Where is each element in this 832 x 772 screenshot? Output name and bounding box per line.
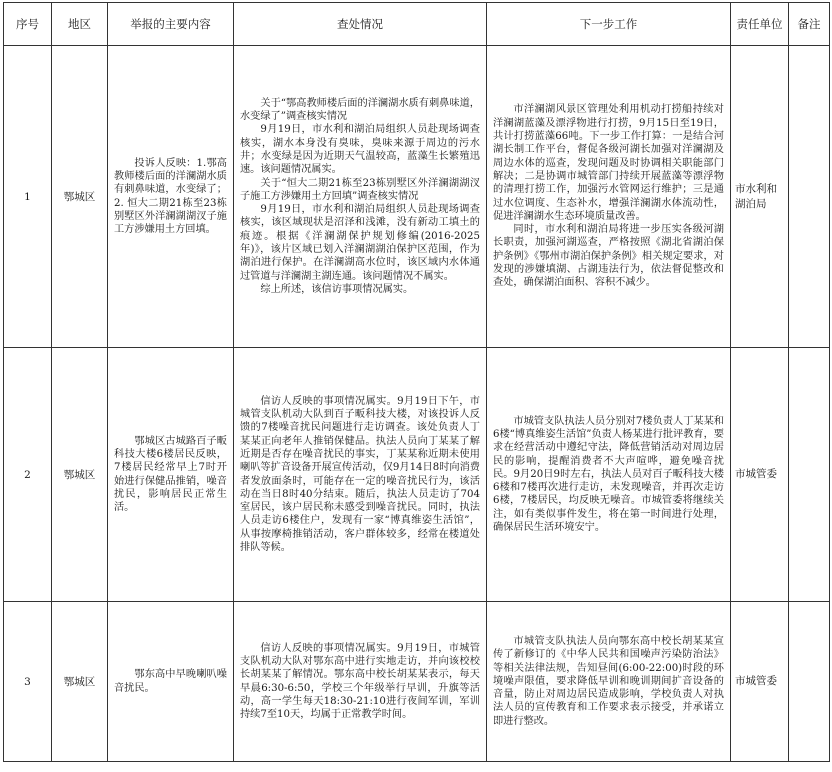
next-step-para: 市城管支队执法人员向鄂东高中校长胡某某宣传了新修订的《中华人民共和国噪声污染防治法》等相关法律法规，告知昼间(6:00-22:00)时段的环境噪声限值，要求降低早训和晚训期间扩音设备的音量，防止对周边居民造成影响，学校负责人对执法人员的宣传教育和工作要求表示接受，并承诺立即进行整改。 (493, 635, 724, 727)
investigation-para: 信访人反映的事项情况属实。9月19日，市城管支队机动大队对鄂东高中进行实地走访，并向该校校长胡某某了解情况。鄂东高中校长胡某某表示，每天早晨6:30-6:50，学校三个年级举行早训，升旗等活动，高一学生每天18:30-21:10进行夜间军训，军训持续7至10天，均属于正常教学时间。 (240, 642, 480, 721)
next-step-cell (487, 348, 731, 602)
content-cell (108, 46, 234, 348)
table-row (4, 602, 830, 762)
remark-cell (789, 602, 830, 762)
header-content: 举报的主要内容 (108, 3, 234, 46)
investigation-cell (234, 348, 487, 602)
investigation-para: 9月19日，市水利和湖泊局组织人员赴现场调查核实，该区域现状是沼泽和浅滩，没有新动工填土的痕迹。根据《洋澜湖保护规划修编(2016-2025年)》，该片区域已划入洋澜湖湖泊保护区范围，作为湖泊进行保护。在洋澜湖高水位时，该区域内水体通过管道与洋澜湖主湖连通。该问题情况不属实。 (240, 204, 480, 282)
unit-cell: 市水利和湖泊局 (731, 46, 789, 348)
next-step-para: 市洋澜湖风景区管理处利用机动打捞船持续对洋澜湖蓝藻及漂浮物进行打捞，9月15日至19日，共计打捞蓝藻66吨。下一步工作打算：一是结合河湖长制工作平台，督促各级河湖长加强对洋澜湖及周边水体的巡查，发现问题及时协调相关职能部门解决；二是协调市城管部门持续开展蓝藻等漂浮物的清理打捞工作，加强污水管网运行维护；三是通过水位调度、生态补水，增强洋澜湖水体流动性，促进洋澜湖水生态环境质量改善。 (493, 104, 724, 222)
next-step-cell (487, 602, 731, 762)
header-region: 地区 (52, 3, 108, 46)
investigation-para: 信访人反映的事项情况属实。9月19日下午，市城管支队机动大队到百子畈科技大楼，对该投诉人反馈的7楼噪音扰民问题进行走访调查。该处负责人丁某某正向老年人推销保健品。执法人员向丁某某了解近期是否存在噪音扰民的事实，丁某某称近期未使用喇叭等扩音设备开展宣传活动，仅9月14日8时向消费者发放面条时，可能存在一定的噪音扰民行为，该活动在当日8时40分结束。随后，执法人员走访了704室居民，该户居民称未感受到噪音扰民。同时，执法人员走访6楼住户，发现有一家“博真维姿生活馆”，从事按摩椅推销活动，客户群体较多，经常在楼道处排队等候。 (240, 395, 480, 553)
unit-cell: 市城管委 (731, 348, 789, 602)
table-row (4, 46, 830, 348)
header-row (4, 3, 830, 46)
seq-cell: 2 (4, 348, 52, 602)
remark-cell (789, 46, 830, 348)
next-step-para: 同时，市水利和湖泊局将进一步压实各级河湖长职责，加强河湖巡查，严格按照《湖北省湖泊保护条例》《鄂州市湖泊保护条例》相关规定要求，对发现的涉嫌填湖、占湖违法行为，依法督促整改和查处，确保湖泊面积、容积不减少。 (493, 224, 724, 289)
investigation-cell (234, 602, 487, 762)
content-text: 鄂东高中早晚喇叭噪音扰民。 (114, 669, 227, 694)
seq-cell: 3 (4, 602, 52, 762)
next-step-para: 市城管支队执法人员分别对7楼负责人丁某某和6楼“博真维姿生活馆”负责人杨某进行批评教育，要求在经营活动中遵纪守法，降低营销活动对周边居民的影响，提醒消费者不大声喧哗，避免噪音扰民。9月20日9时左右，执法人员对百子畈科技大楼6楼和7楼再次进行走访，未发现噪音，并再次走访6楼，7楼居民，均反映无噪音。市城管委将继续关注，如有类似事件发生，将在第一时间进行处理，确保居民生活环境安宁。 (493, 415, 724, 534)
region-cell: 鄂城区 (52, 348, 108, 602)
investigation-cell (234, 46, 487, 348)
investigation-para: 综上所述，该信访事项情况属实。 (260, 283, 414, 295)
remark-cell (789, 348, 830, 602)
content-text: 投诉人反映：1.鄂高教师楼后面的洋澜湖水质有刺鼻味道，水变绿了；2. 恒大二期21栋至23栋别墅区外洋澜湖湖汊子施工方涉嫌用土方回填。 (114, 157, 227, 236)
region-cell: 鄂城区 (52, 602, 108, 762)
investigation-para: 9月19日，市水利和湖泊局组织人员赴现场调查核实，湖水本身没有臭味，臭味来源于周边的污水井；水变绿是因为近期天气温较高，蓝藻生长繁殖迅速。该问题情况属实。 (240, 124, 480, 176)
header-unit: 责任单位 (731, 3, 789, 46)
content-cell (108, 602, 234, 762)
investigation-para: 关于“恒大二期21栋至23栋别墅区外洋澜湖湖汊子施工方涉嫌用土方回填”调查核实情况 (240, 177, 480, 202)
complaint-table (3, 2, 830, 762)
header-next-step: 下一步工作 (487, 3, 731, 46)
header-seq: 序号 (4, 3, 52, 46)
content-text: 鄂城区古城路百子畈科技大楼6楼居民反映，7楼居民经常早上7时开始进行保健品推销，噪音扰民，影响居民正常生活。 (114, 435, 227, 514)
table-row (4, 348, 830, 602)
content-cell (108, 348, 234, 602)
seq-cell: 1 (4, 46, 52, 348)
region-cell: 鄂城区 (52, 46, 108, 348)
header-investigation: 查处情况 (234, 3, 487, 46)
next-step-cell (487, 46, 731, 348)
unit-cell: 市城管委 (731, 602, 789, 762)
header-remark: 备注 (789, 3, 830, 46)
investigation-para: 关于“鄂高教师楼后面的洋澜湖水质有刺鼻味道，水变绿了”调查核实情况 (240, 97, 480, 123)
